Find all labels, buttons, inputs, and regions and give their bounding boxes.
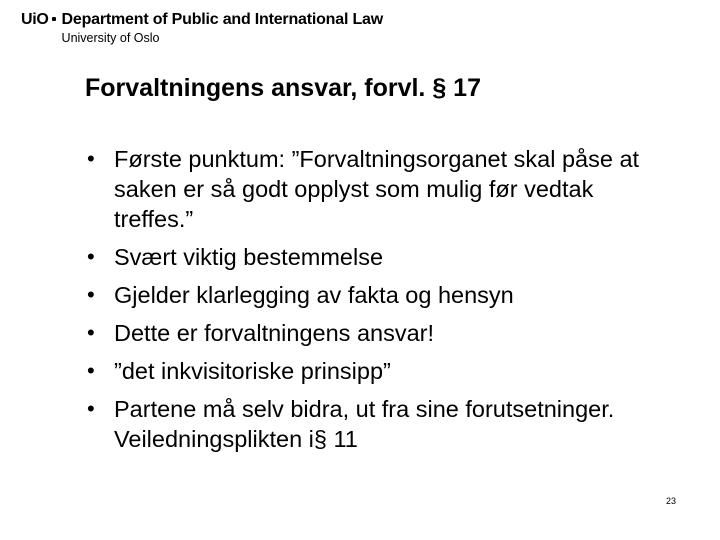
bullet-icon: • — [87, 282, 95, 307]
page-number: 23 — [665, 496, 676, 506]
bullet-text: Dette er forvaltningens ansvar! — [114, 320, 435, 346]
slide-header — [21, 10, 383, 45]
bullet-icon: • — [87, 358, 95, 383]
bullet-icon: • — [87, 244, 95, 269]
department-name: Department of Public and International Law — [61, 11, 383, 28]
logo-dot-icon — [52, 17, 56, 21]
bullet-icon: • — [87, 146, 95, 171]
bullet-text: Gjelder klarlegging av fakta og hensyn — [114, 282, 514, 308]
bullet-item — [87, 144, 677, 234]
bullet-item — [87, 242, 677, 272]
bullet-text: Første punktum: ”Forvaltningsorganet skal påse at saken er så godt opplyst som mulig før vedtak treffes.” — [114, 146, 640, 232]
bullet-icon: • — [87, 320, 95, 345]
bullet-item — [87, 356, 677, 386]
bullet-item — [87, 280, 677, 310]
university-name: University of Oslo — [61, 31, 160, 45]
bullet-text: Partene må selv bidra, ut fra sine forutsetninger. Veiledningsplikten i§ 11 — [114, 396, 615, 452]
slide-title: Forvaltningens ansvar, forvl. § 17 — [85, 74, 481, 102]
bullet-text: ”det inkvisitoriske prinsipp” — [114, 358, 391, 384]
institution-block — [62, 10, 383, 45]
bullet-icon: • — [87, 396, 95, 421]
uio-logo — [21, 10, 56, 30]
bullet-item — [87, 318, 677, 348]
logo-text: UiO — [21, 11, 49, 28]
bullet-list — [87, 144, 677, 462]
bullet-text: Svært viktig bestemmelse — [114, 244, 384, 270]
bullet-item — [87, 394, 677, 454]
